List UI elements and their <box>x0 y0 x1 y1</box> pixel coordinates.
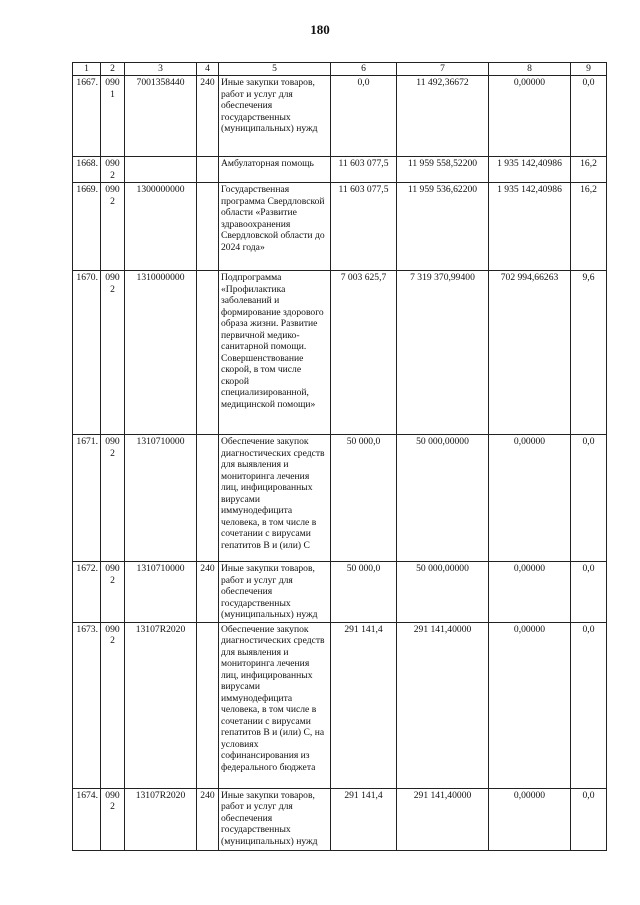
row-number: 1667. <box>73 76 101 157</box>
column-header: 9 <box>571 63 607 76</box>
expense-type <box>197 157 219 183</box>
value-col9: 0,0 <box>571 435 607 562</box>
value-col7: 11 959 536,62200 <box>397 183 489 271</box>
header-row <box>73 63 607 76</box>
target-code: 1300000000 <box>125 183 197 271</box>
table-row <box>73 788 607 850</box>
value-col7: 50 000,00000 <box>397 562 489 623</box>
row-number: 1668. <box>73 157 101 183</box>
expense-type <box>197 435 219 562</box>
value-col6: 291 141,4 <box>331 788 397 850</box>
target-code: 13107R2020 <box>125 622 197 788</box>
row-number: 1673. <box>73 622 101 788</box>
value-col8: 0,00000 <box>489 76 571 157</box>
value-col9: 0,0 <box>571 562 607 623</box>
value-col6: 50 000,0 <box>331 562 397 623</box>
value-col9: 0,0 <box>571 788 607 850</box>
value-col7: 291 141,40000 <box>397 622 489 788</box>
table-row <box>73 183 607 271</box>
item-name: Иные закупки товаров, работ и услуг для обеспечения государственных (муниципальных) нужд <box>219 788 331 850</box>
value-col8: 0,00000 <box>489 622 571 788</box>
value-col8: 0,00000 <box>489 562 571 623</box>
value-col6: 291 141,4 <box>331 622 397 788</box>
column-header: 7 <box>397 63 489 76</box>
row-number: 1671. <box>73 435 101 562</box>
value-col6: 7 003 625,7 <box>331 271 397 435</box>
value-col6: 50 000,0 <box>331 435 397 562</box>
section-code: 0902 <box>101 562 125 623</box>
target-code: 13107R2020 <box>125 788 197 850</box>
column-header: 1 <box>73 63 101 76</box>
section-code: 0901 <box>101 76 125 157</box>
value-col7: 11 492,36672 <box>397 76 489 157</box>
value-col9: 16,2 <box>571 157 607 183</box>
table-row <box>73 435 607 562</box>
table-row <box>73 76 607 157</box>
row-number: 1674. <box>73 788 101 850</box>
target-code: 1310710000 <box>125 435 197 562</box>
table-row <box>73 271 607 435</box>
expense-type: 240 <box>197 788 219 850</box>
table-row <box>73 562 607 623</box>
expense-type: 240 <box>197 562 219 623</box>
section-code: 0902 <box>101 435 125 562</box>
table-row <box>73 622 607 788</box>
item-name: Амбулаторная помощь <box>219 157 331 183</box>
row-number: 1672. <box>73 562 101 623</box>
value-col8: 1 935 142,40986 <box>489 157 571 183</box>
value-col8: 1 935 142,40986 <box>489 183 571 271</box>
column-header: 5 <box>219 63 331 76</box>
expense-type <box>197 622 219 788</box>
value-col8: 0,00000 <box>489 788 571 850</box>
expense-type <box>197 271 219 435</box>
value-col6: 11 603 077,5 <box>331 157 397 183</box>
value-col6: 0,0 <box>331 76 397 157</box>
target-code: 7001358440 <box>125 76 197 157</box>
column-header: 8 <box>489 63 571 76</box>
target-code: 1310710000 <box>125 562 197 623</box>
column-header: 4 <box>197 63 219 76</box>
value-col7: 291 141,40000 <box>397 788 489 850</box>
value-col9: 0,0 <box>571 76 607 157</box>
value-col7: 50 000,00000 <box>397 435 489 562</box>
table-row <box>73 157 607 183</box>
column-header: 2 <box>101 63 125 76</box>
expense-type <box>197 183 219 271</box>
section-code: 0902 <box>101 157 125 183</box>
item-name: Иные закупки товаров, работ и услуг для обеспечения государственных (муниципальных) нужд <box>219 76 331 157</box>
value-col9: 0,0 <box>571 622 607 788</box>
value-col8: 702 994,66263 <box>489 271 571 435</box>
section-code: 0902 <box>101 788 125 850</box>
section-code: 0902 <box>101 622 125 788</box>
value-col9: 16,2 <box>571 183 607 271</box>
section-code: 0902 <box>101 183 125 271</box>
row-number: 1669. <box>73 183 101 271</box>
item-name: Обеспечение закупок диагностических средств для выявления и мониторинга лечения лиц, инфицированных вирусами иммунодефицита человека, в том числе в сочетании с вирусами гепатитов В и (или) С <box>219 435 331 562</box>
target-code <box>125 157 197 183</box>
value-col7: 11 959 558,52200 <box>397 157 489 183</box>
page-number: 180 <box>310 22 330 37</box>
column-header: 3 <box>125 63 197 76</box>
item-name: Государственная программа Свердловской области «Развитие здравоохранения Свердловской области до 2024 года» <box>219 183 331 271</box>
expense-type: 240 <box>197 76 219 157</box>
item-name: Подпрограмма «Профилактика заболеваний и формирование здорового образа жизни. Развитие первичной медико-санитарной помощи. Совершенствование скорой, в том числе скорой специализированной, медицинской помощи» <box>219 271 331 435</box>
item-name: Иные закупки товаров, работ и услуг для обеспечения государственных (муниципальных) нужд <box>219 562 331 623</box>
target-code: 1310000000 <box>125 271 197 435</box>
column-header: 6 <box>331 63 397 76</box>
section-code: 0902 <box>101 271 125 435</box>
budget-table <box>72 62 607 851</box>
value-col6: 11 603 077,5 <box>331 183 397 271</box>
item-name: Обеспечение закупок диагностических средств для выявления и мониторинга лечения лиц, инфицированных вирусами иммунодефицита человека, в том числе в сочетании с вирусами гепатитов В и (или) С, на условиях софинансирования из федерального бюджета <box>219 622 331 788</box>
value-col8: 0,00000 <box>489 435 571 562</box>
value-col9: 9,6 <box>571 271 607 435</box>
value-col7: 7 319 370,99400 <box>397 271 489 435</box>
row-number: 1670. <box>73 271 101 435</box>
